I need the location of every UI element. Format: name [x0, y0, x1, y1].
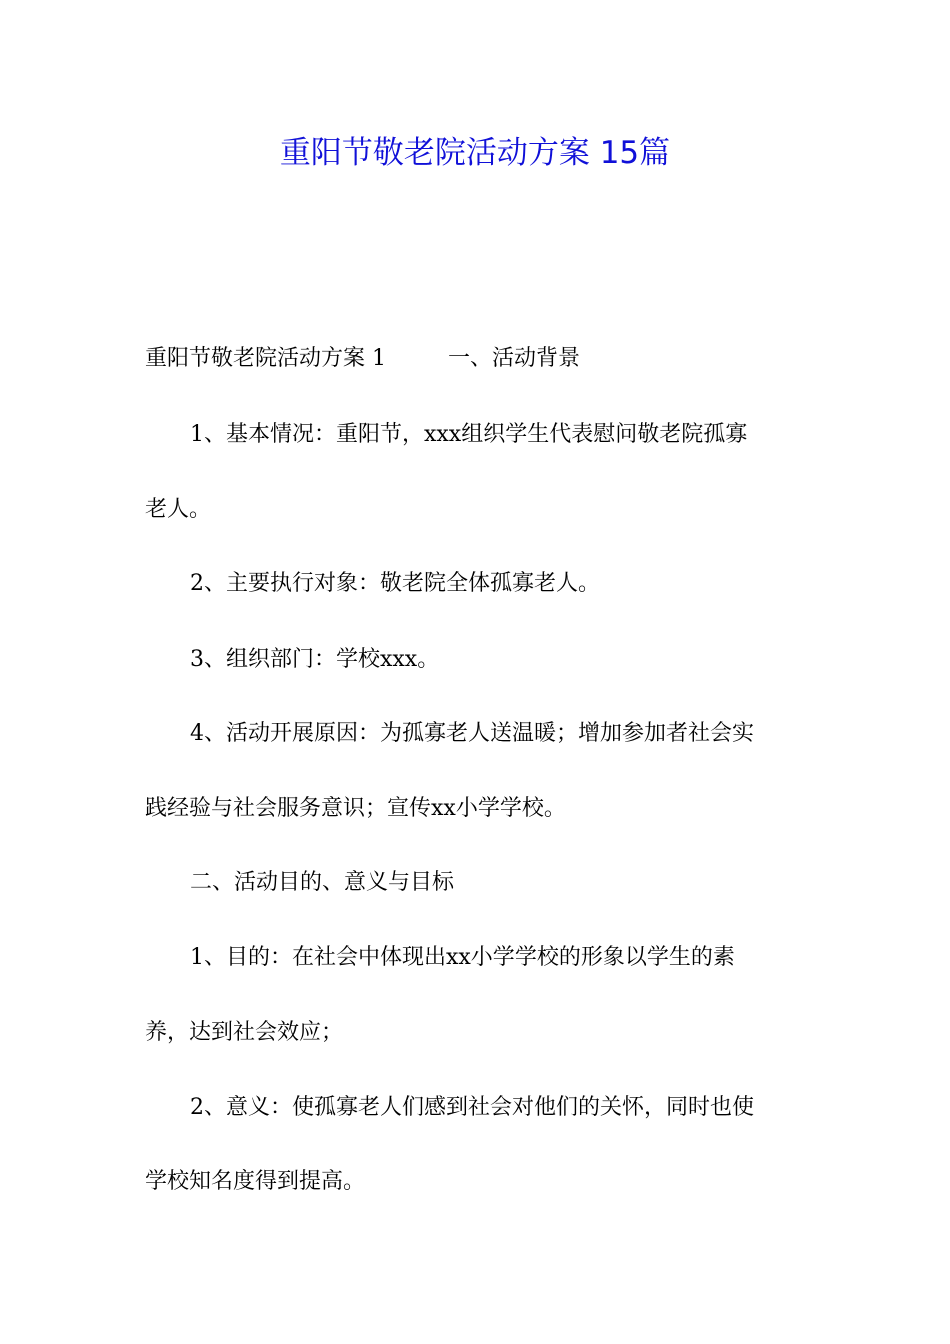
paragraph-line: 3、组织部门：学校xxx。: [190, 647, 440, 672]
section-heading-2: 二、活动目的、意义与目标: [190, 870, 455, 895]
paragraph-text: 一、活动背景: [448, 346, 581, 371]
paragraph-line: 老人。: [145, 497, 212, 522]
document-title: 重阳节敬老院活动方案 15篇: [279, 135, 671, 171]
paragraph-line: 2、意义：使孤寡老人们感到社会对他们的关怀，同时也使: [190, 1095, 754, 1120]
paragraph-line: 践经验与社会服务意识；宣传xx小学学校。: [145, 796, 566, 821]
paragraph-line: 4、活动开展原因：为孤寡老人送温暖；增加参加者社会实: [190, 721, 754, 746]
section-heading-line: [145, 341, 810, 377]
paragraph-line: 2、主要执行对象：敬老院全体孤寡老人。: [190, 571, 600, 596]
paragraph-line: 养，达到社会效应；: [145, 1020, 344, 1045]
paragraph-line: 1、基本情况：重阳节，xxx组织学生代表慰问敬老院孤寡: [190, 422, 748, 447]
paragraph-line: 1、目的：在社会中体现出xx小学学校的形象以学生的素: [190, 945, 735, 970]
section-heading: 重阳节敬老院活动方案 1: [145, 346, 386, 371]
paragraph-line: 学校知名度得到提高。: [145, 1169, 366, 1194]
